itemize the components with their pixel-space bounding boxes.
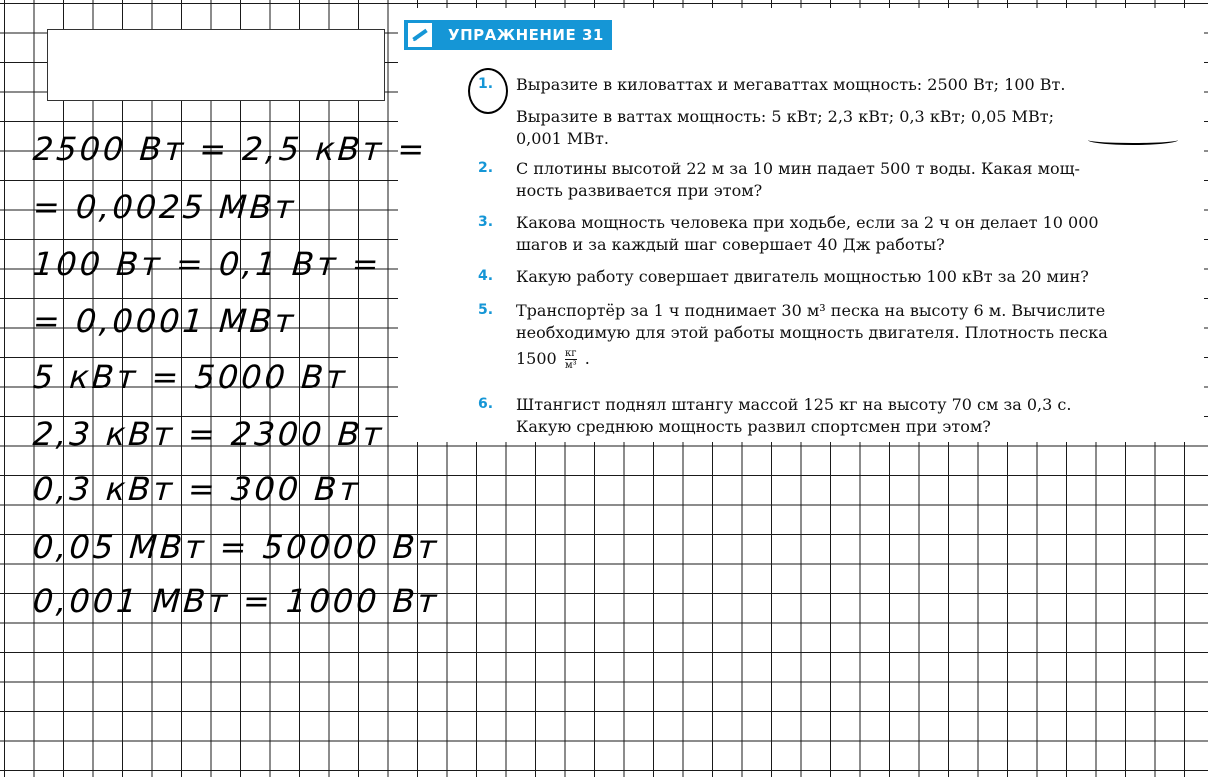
task-line: 0,001 МВт. [516,129,609,148]
task-line: ность развивается при этом? [516,181,763,200]
density-unit-fraction [565,348,577,371]
task-number: 3. [478,214,494,230]
exercise-title: УПРАЖНЕНИЕ 31 [448,26,604,44]
task-number: 1. [478,76,494,92]
task-line: Штангист поднял штангу массой 125 кг на высоту 70 см за 0,3 с. [516,395,1072,414]
task-line: Выразите в ваттах мощность: 5 кВт; 2,3 кВт; 0,3 кВт; 0,05 МВт; [516,107,1054,126]
task-line: шагов и за каждый шаг совершает 40 Дж работы? [516,235,945,254]
handdrawn-underline [1088,135,1178,145]
exercise-header [404,20,612,50]
blank-label-box [47,29,385,101]
handwritten-line: 5 кВт = 5000 Вт [31,358,350,396]
task-number: 5. [478,302,494,318]
task-line: Транспортёр за 1 ч поднимает 30 м³ песка на высоту 6 м. Вычислите [516,301,1106,320]
task-line: Какую работу совершает двигатель мощностью 100 кВт за 20 мин? [516,267,1089,286]
handwritten-line: 0,05 МВт = 50000 Вт [31,528,441,566]
handwritten-line: 0,3 кВт = 300 Вт [31,470,363,508]
handwritten-line: 100 Вт = 0,1 Вт = [31,245,383,283]
task-2 [516,158,1186,202]
fraction-numerator: кг [564,348,577,359]
task-line: С плотины высотой 22 м за 10 мин падает 500 т воды. Какая мощ- [516,159,1080,178]
task-1 [516,74,1186,150]
task-number: 2. [478,160,494,176]
task-line: Какую среднюю мощность развил спортсмен при этом? [516,417,991,436]
task-number: 6. [478,396,494,412]
task-3 [516,212,1186,256]
task-line: необходимую для этой работы мощность двигателя. Плотность песка [516,323,1108,342]
pencil-ruler-icon [406,21,434,49]
task-line [516,348,1186,371]
task-6 [516,394,1186,438]
handwritten-line: 2,3 кВт = 2300 Вт [31,415,386,453]
density-value: 1500 [516,349,557,368]
textbook-excerpt [398,8,1204,442]
handwritten-line: = 0,0001 МВт [31,302,298,340]
fraction-denominator: м³ [564,360,577,371]
handwritten-line: = 0,0025 МВт [31,188,298,226]
sentence-end: . [584,349,590,368]
task-5 [516,300,1186,371]
task-line: Выразите в киловаттах и мегаваттах мощность: 2500 Вт; 100 Вт. [516,75,1066,94]
handwritten-line: 2500 Вт = 2,5 кВт = [31,130,429,168]
task-number: 4. [478,268,494,284]
task-line: Какова мощность человека при ходьбе, если за 2 ч он делает 10 000 [516,213,1099,232]
task-4 [516,266,1186,288]
handwritten-line: 0,001 МВт = 1000 Вт [31,582,441,620]
